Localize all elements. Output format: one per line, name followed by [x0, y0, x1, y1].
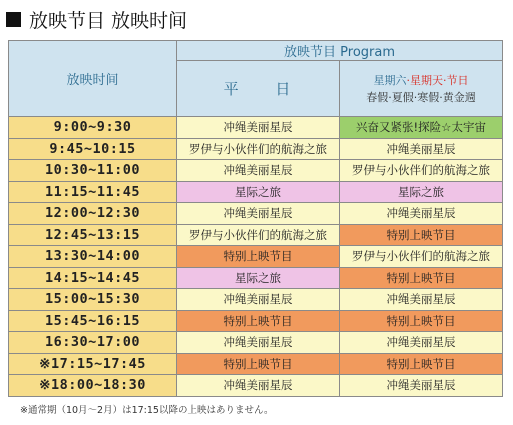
program-column-header: 放映节目 Program: [177, 41, 503, 61]
weekday-program-cell: 罗伊与小伙伴们的航海之旅: [177, 224, 340, 246]
time-cell: 11:15~11:45: [9, 181, 177, 203]
time-cell: 9:00~9:30: [9, 117, 177, 139]
table-row: [9, 181, 503, 203]
holiday-header-vacations: 春假·夏假·寒假·黄金週: [366, 90, 476, 104]
holiday-header-saturday: 星期六: [373, 73, 407, 87]
table-row: [9, 289, 503, 311]
table-row: [9, 117, 503, 139]
time-cell: ※17:15~17:45: [9, 353, 177, 375]
table-row: [9, 332, 503, 354]
page-title: [6, 6, 187, 32]
weekday-program-cell: 冲绳美丽星辰: [177, 375, 340, 397]
weekday-column-header: 平 日: [177, 61, 340, 117]
holiday-program-cell: 特别上映节目: [340, 224, 503, 246]
time-cell: 12:45~13:15: [9, 224, 177, 246]
holiday-column-header: [340, 61, 503, 117]
time-column-header: 放映时间: [9, 41, 177, 117]
holiday-header-sunday-holiday: ·星期天·节日: [406, 73, 469, 87]
table-row: [9, 246, 503, 268]
time-cell: 14:15~14:45: [9, 267, 177, 289]
weekday-program-cell: 特别上映节目: [177, 246, 340, 268]
table-row: [9, 160, 503, 182]
weekday-program-cell: 罗伊与小伙伴们的航海之旅: [177, 138, 340, 160]
table-row: [9, 353, 503, 375]
time-cell: 15:00~15:30: [9, 289, 177, 311]
holiday-program-cell: 兴奋又紧张!探险☆太宇宙: [340, 117, 503, 139]
weekday-program-cell: 冲绳美丽星辰: [177, 289, 340, 311]
weekday-program-cell: 冲绳美丽星辰: [177, 203, 340, 225]
weekday-program-cell: 特别上映节目: [177, 353, 340, 375]
weekday-program-cell: 冲绳美丽星辰: [177, 160, 340, 182]
time-cell: 13:30~14:00: [9, 246, 177, 268]
time-cell: 15:45~16:15: [9, 310, 177, 332]
weekday-program-cell: 冲绳美丽星辰: [177, 117, 340, 139]
time-cell: 9:45~10:15: [9, 138, 177, 160]
schedule-rows: [9, 117, 503, 397]
holiday-program-cell: 特别上映节目: [340, 310, 503, 332]
footnote: ※通常期（10月～2月）は17:15以降の上映はありません。: [20, 405, 274, 416]
square-bullet-icon: [6, 12, 21, 27]
table-row: [9, 203, 503, 225]
page-title-text: 放映节目 放映时间: [29, 9, 188, 32]
time-cell: 10:30~11:00: [9, 160, 177, 182]
table-row: [9, 310, 503, 332]
holiday-program-cell: 特别上映节目: [340, 267, 503, 289]
table-row: [9, 267, 503, 289]
time-cell: ※18:00~18:30: [9, 375, 177, 397]
holiday-program-cell: 罗伊与小伙伴们的航海之旅: [340, 246, 503, 268]
holiday-program-cell: 特别上映节目: [340, 353, 503, 375]
holiday-program-cell: 冲绳美丽星辰: [340, 289, 503, 311]
table-row: [9, 375, 503, 397]
time-cell: 12:00~12:30: [9, 203, 177, 225]
holiday-program-cell: 冲绳美丽星辰: [340, 138, 503, 160]
weekday-program-cell: 星际之旅: [177, 267, 340, 289]
table-row: [9, 224, 503, 246]
holiday-program-cell: 冲绳美丽星辰: [340, 332, 503, 354]
weekday-program-cell: 冲绳美丽星辰: [177, 332, 340, 354]
table-row: [9, 138, 503, 160]
holiday-program-cell: 罗伊与小伙伴们的航海之旅: [340, 160, 503, 182]
schedule-table: [8, 40, 503, 397]
weekday-program-cell: 星际之旅: [177, 181, 340, 203]
weekday-program-cell: 特别上映节目: [177, 310, 340, 332]
holiday-program-cell: 冲绳美丽星辰: [340, 375, 503, 397]
holiday-program-cell: 冲绳美丽星辰: [340, 203, 503, 225]
time-cell: 16:30~17:00: [9, 332, 177, 354]
holiday-program-cell: 星际之旅: [340, 181, 503, 203]
